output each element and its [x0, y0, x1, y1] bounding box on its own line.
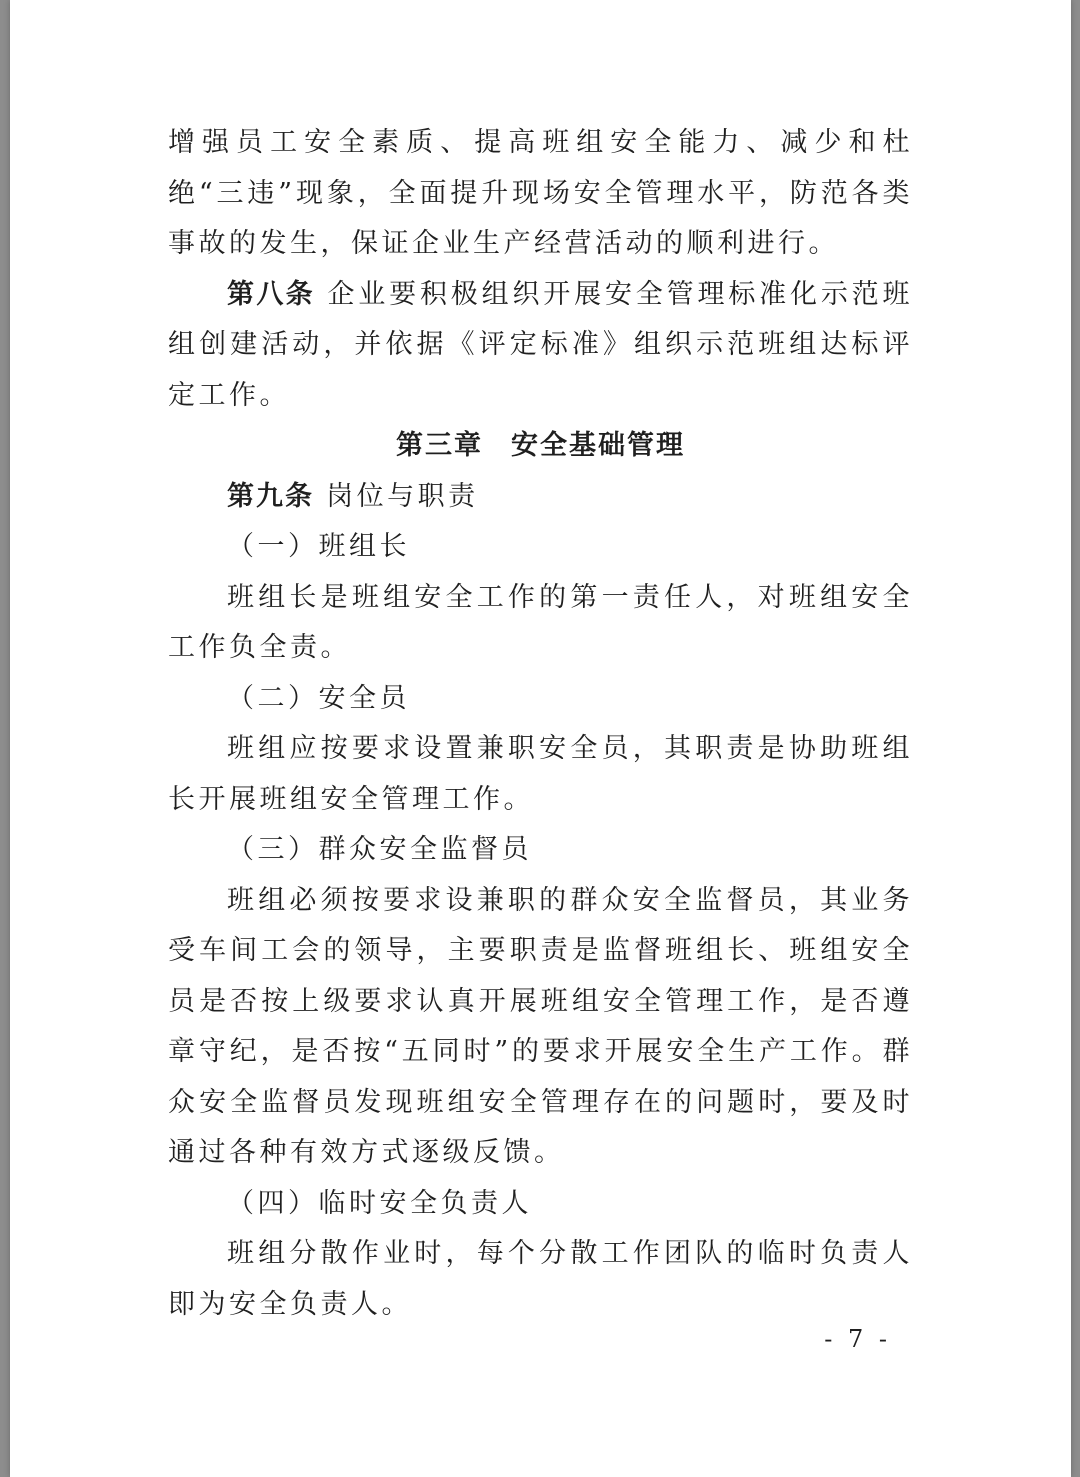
page-content [168, 118, 913, 1330]
section-2-body: 班组应按要求设置兼职安全员，其职责是协助班组长开展班组安全管理工作。 [168, 733, 913, 815]
article-9-heading: 第九条 [227, 480, 314, 512]
section-2-title: （二）安全员 [227, 682, 410, 714]
paragraph-continuation: 增强员工安全素质、提高班组安全能力、减少和杜绝“三违”现象，全面提升现场安全管理水平，防范各类事故的发生，保证企业生产经营活动的顺利进行。 [168, 127, 913, 259]
document-page [10, 0, 1071, 1477]
article-8-body: 企业要积极组织开展安全管理标准化示范班组创建活动，并依据《评定标准》组织示范班组达标评定工作。 [168, 278, 913, 411]
chapter-number: 第三章 [396, 430, 483, 461]
article-8 [168, 270, 913, 422]
article-9 [168, 472, 913, 523]
section-4-body: 班组分散作业时，每个分散工作团队的临时负责人即为安全负责人。 [168, 1238, 913, 1320]
section-3-body: 班组必须按要求设兼职的群众安全监督员，其业务受车间工会的领导，主要职责是监督班组长、班组安全员是否按上级要求认真开展班组安全管理工作，是否遵章守纪，是否按“五同时”的要求开展安全生产工作。群众安全监督员发现班组安全管理存在的问题时，要及时通过各种有效方式逐级反馈。 [168, 884, 913, 1168]
section-4-title: （四）临时安全负责人 [227, 1187, 532, 1219]
article-9-body: 岗位与职责 [326, 480, 479, 512]
section-3-title: （三）群众安全监督员 [227, 834, 532, 865]
chapter-heading [168, 421, 913, 472]
chapter-title: 安全基础管理 [511, 430, 685, 461]
page-number: - 7 - [824, 1325, 891, 1353]
section-1-title: （一）班组长 [227, 531, 410, 562]
section-1-body: 班组长是班组安全工作的第一责任人，对班组安全工作负全责。 [168, 581, 913, 663]
article-8-heading: 第八条 [227, 278, 316, 310]
